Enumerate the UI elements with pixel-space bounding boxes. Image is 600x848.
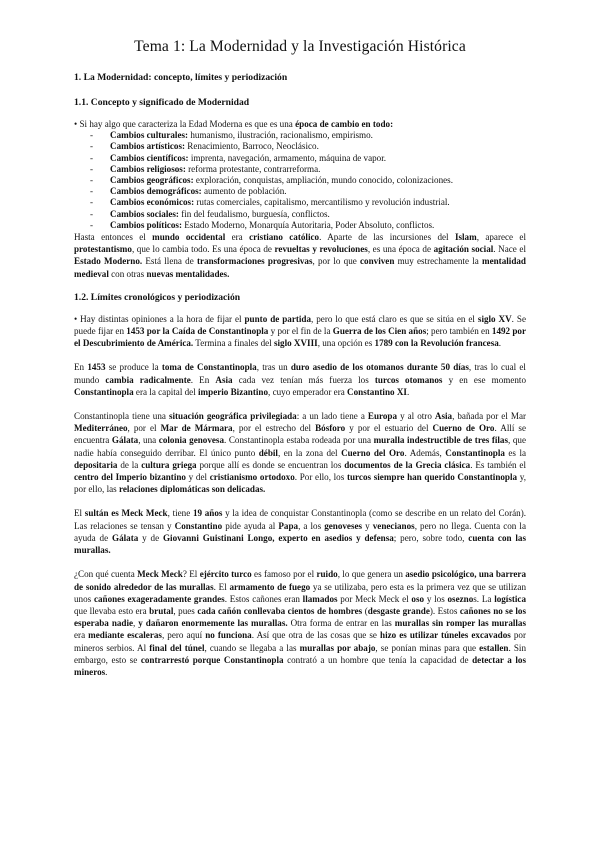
section-1-1-intro: • Si hay algo que caracteriza la Edad Moderna es que es una época de cambio en todo:: [74, 119, 394, 129]
document-title: Tema 1: La Modernidad y la Investigación Histórica: [134, 38, 466, 55]
list-item: - Cambios científicos: imprenta, navegación, armamento, máquina de vapor.: [90, 153, 526, 164]
list-item: - Cambios demográficos: aumento de población.: [90, 186, 526, 197]
changes-list: [74, 130, 526, 231]
section-1-2-heading: 1.2. Límites cronológicos y periodización: [74, 291, 241, 303]
list-item: - Cambios políticos: Estado Moderno, Monarquía Autoritaria, Poder Absoluto, conflictos.: [90, 220, 526, 231]
list-item: - Cambios culturales: humanismo, ilustración, racionalismo, empirismo.: [90, 130, 526, 141]
list-item: - Cambios económicos: rutas comerciales, capitalismo, mercantilismo y revolución industrial.: [90, 197, 526, 208]
list-item: - Cambios sociales: fin del feudalismo, burguesía, conflictos.: [90, 209, 526, 220]
list-item: - Cambios religiosos: reforma protestante, contrarreforma.: [90, 164, 526, 175]
section-1-1-heading: 1.1. Concepto y significado de Modernidad: [74, 97, 250, 108]
paragraph: Constantinopla tiene una situación geográfica privilegiada: a un lado tiene a Europa y al otro Asia, bañada por el Mar Mediterráneo, por el Mar de Mármara, por el estrecho del Bósforo y por el estuario del Cuerno de Oro. Allí se encuentra Gálata, una colonia genovesa. Constantinopla estaba rodeada por una muralla indestructible de tres filas, que nadie había conseguido derribar. El único punto débil, en la zona del Cuerno del Oro. Además, Constantinopla es la depositaria de la cultura griega porque allí es donde se encuentran los documentos de la Grecia clásica. Es también el centro del Imperio bizantino y del cristianismo ortodoxo. Por ello, los turcos siempre han querido Constantinopla y, por ello, las relaciones diplomáticas son delicadas.: [74, 411, 527, 495]
section-1-heading: 1. La Modernidad: concepto, límites y periodización: [74, 72, 288, 83]
list-item: - Cambios geográficos: exploración, conquistas, ampliación, mundo conocido, colonizaciones.: [90, 175, 526, 186]
paragraph: En 1453 se produce la toma de Constantinopla, tras un duro asedio de los otomanos durante 50 días, tras lo cual el mundo cambia radicalmente. En Asia cada vez tenían más fuerza los turcos otomanos y en ese momento Constantinopla era la capital del imperio Bizantino, cuyo emperador era Constantino XI.: [74, 362, 526, 397]
document-page: [74, 38, 526, 678]
section-1-1-closing: Hasta entonces el mundo occidental era cristiano católico. Aparte de las incursiones del Islam, aparece el protestantismo, que lo cambia todo. Es una época de revueltas y revoluciones, es una época de agitación social. Nace el Estado Moderno. Está llena de transformaciones progresivas, por lo que conviven muy estrechamente la mentalidad medieval con otras nuevas mentalidades.: [74, 232, 526, 279]
paragraph: ¿Con qué cuenta Meck Meck? El ejército turco es famoso por el ruido, lo que genera un asedio psicológico, una barrera de sonido alrededor de las murallas. El armamento de fuego ya se utilizaba, pero esta es la primera vez que se utilizan unos cañones exageradamente grandes. Estos cañones eran llamados por Meck Meck el oso y los oseznos. La logística que llevaba esto era brutal, pues cada cañón conllevaba cientos de hombres (desgaste grande). Estos cañones no se los esperaba nadie, y dañaron enormemente las murallas. Otra forma de entrar en las murallas sin romper las murallas era mediante escaleras, pero aquí no funciona. Así que otra de las cosas que se hizo es utilizar túneles excavados por mineros serbios. Al final del túnel, cuando se llegaba a las murallas por abajo, se ponían minas para que estallen. Sin embargo, esto se contrarrestó porque Constantinopla contrató a un hombre que tenía la capacidad de detectar a los mineros.: [74, 569, 527, 677]
list-item: - Cambios artísticos: Renacimiento, Barroco, Neoclásico.: [90, 141, 526, 152]
paragraph: • Hay distintas opiniones a la hora de fijar el punto de partida, pero lo que está claro es que se sitúa en el siglo XV. Se puede fijar en 1453 por la Caída de Constantinopla y por el fin de la Guerra de los Cien años; pero también en 1492 por el Descubrimiento de América. Termina a finales del siglo XVIII, una opción es 1789 con la Revolución francesa.: [74, 313, 527, 349]
paragraph: El sultán es Meck Meck, tiene 19 años y la idea de conquistar Constantinopla (como se describe en un relato del Corán). Las relaciones se tensan y Constantino pide ayuda al Papa, a los genoveses y venecianos, pero no llega. Cuenta con la ayuda de Gálata y de Giovanni Guistinani Longo, experto en asedios y defensa; pero, sobre todo, cuenta con las murallas.: [74, 508, 527, 556]
